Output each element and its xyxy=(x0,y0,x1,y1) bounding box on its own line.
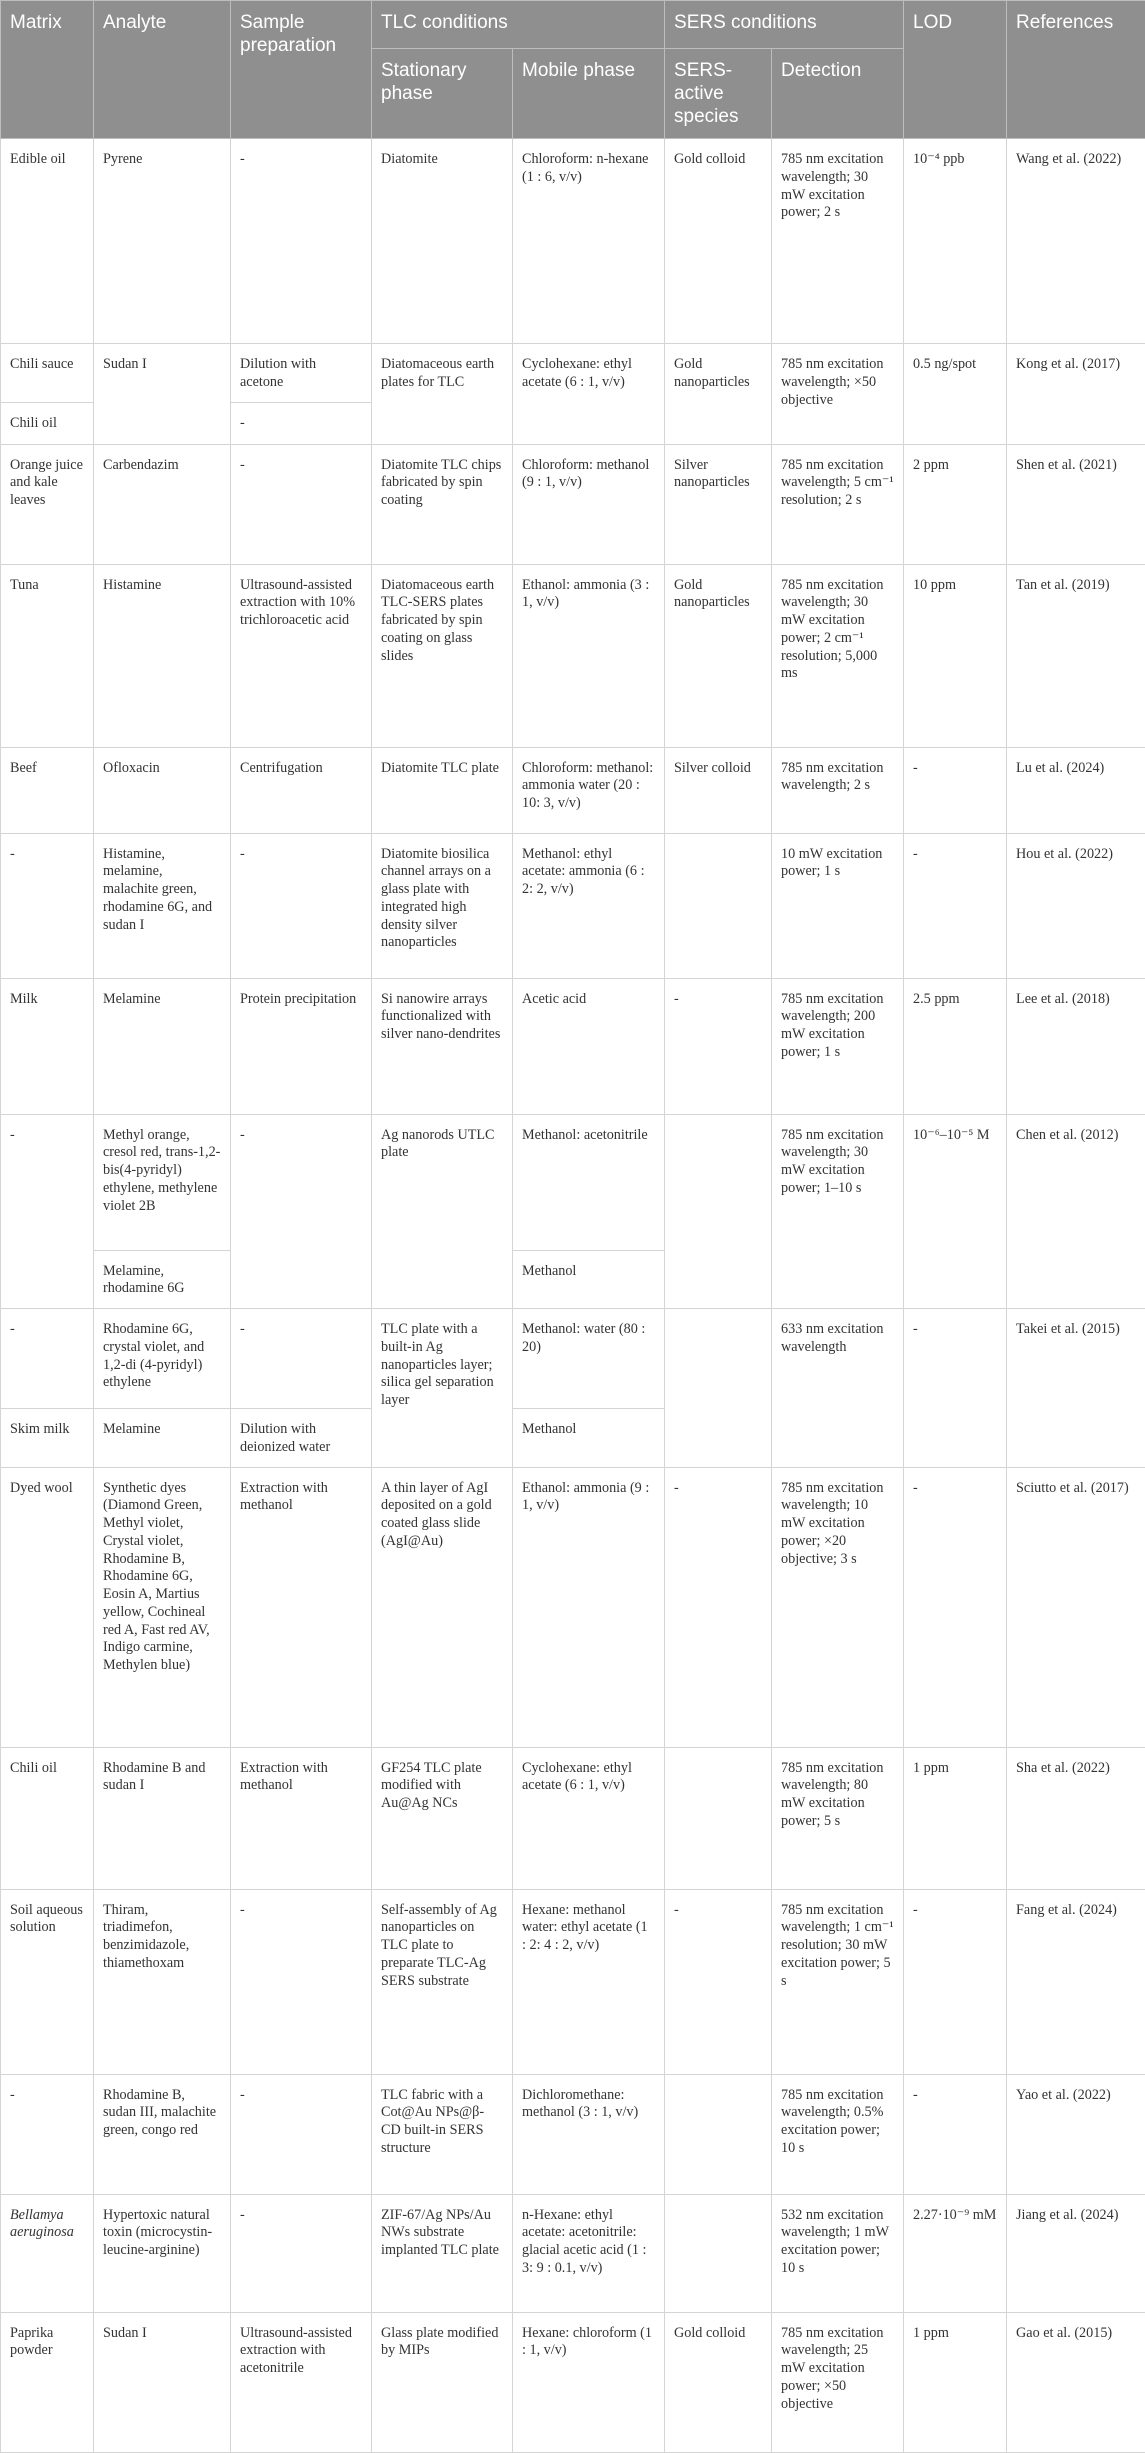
cell-ref: Lee et al. (2018) xyxy=(1007,978,1145,1114)
cell-species xyxy=(665,2194,772,2312)
cell-lod: - xyxy=(904,1467,1007,1747)
cell-prep: - xyxy=(231,2194,372,2312)
cell-mobile: Dichloromethane: methanol (3 : 1, v/v) xyxy=(513,2074,665,2194)
table-body xyxy=(1,139,1145,2453)
table-row xyxy=(1,833,1145,978)
header-sample-preparation: Sample preparation xyxy=(231,1,372,139)
cell-lod: 10⁻⁶–10⁻⁵ M xyxy=(904,1114,1007,1309)
cell-prep: Dilution with acetone xyxy=(231,344,372,403)
cell-analyte: Hypertoxic natural toxin (microcystin-leucine-arginine) xyxy=(94,2194,231,2312)
cell-mobile: Chloroform: methanol (9 : 1, v/v) xyxy=(513,444,665,564)
cell-matrix: Skim milk xyxy=(1,1409,94,1468)
cell-lod: 1 ppm xyxy=(904,2312,1007,2452)
cell-analyte: Melamine xyxy=(94,978,231,1114)
cell-species: Gold colloid xyxy=(665,2312,772,2452)
cell-analyte: Carbendazim xyxy=(94,444,231,564)
cell-ref: Gao et al. (2015) xyxy=(1007,2312,1145,2452)
cell-ref: Kong et al. (2017) xyxy=(1007,344,1145,445)
cell-stationary: A thin layer of AgI deposited on a gold coated glass slide (AgI@Au) xyxy=(372,1467,513,1747)
cell-stationary: Diatomite biosilica channel arrays on a glass plate with integrated high density silver nanoparticles xyxy=(372,833,513,978)
cell-stationary: Diatomite TLC chips fabricated by spin coating xyxy=(372,444,513,564)
cell-matrix: Tuna xyxy=(1,564,94,747)
table-row xyxy=(1,564,1145,747)
cell-prep: Ultrasound-assisted extraction with acetonitrile xyxy=(231,2312,372,2452)
cell-lod: 10 ppm xyxy=(904,564,1007,747)
cell-analyte: Methyl orange, cresol red, trans-1,2-bis(4-pyridyl) ethylene, methylene violet 2B xyxy=(94,1114,231,1250)
cell-lod: 0.5 ng/spot xyxy=(904,344,1007,445)
cell-analyte: Thiram, triadimefon, benzimidazole, thiamethoxam xyxy=(94,1889,231,2074)
cell-detection: 785 nm excitation wavelength; ×50 objective xyxy=(772,344,904,445)
cell-prep: Extraction with methanol xyxy=(231,1467,372,1747)
cell-mobile: Hexane: chloroform (1 : 1, v/v) xyxy=(513,2312,665,2452)
table-row xyxy=(1,2074,1145,2194)
table-row xyxy=(1,978,1145,1114)
cell-species: Gold colloid xyxy=(665,139,772,344)
cell-ref: Yao et al. (2022) xyxy=(1007,2074,1145,2194)
cell-matrix: Beef xyxy=(1,747,94,833)
table-row xyxy=(1,2194,1145,2312)
cell-matrix: Chili oil xyxy=(1,1747,94,1889)
cell-detection: 532 nm excitation wavelength; 1 mW excitation power; 10 s xyxy=(772,2194,904,2312)
cell-lod: 2 ppm xyxy=(904,444,1007,564)
cell-ref: Sha et al. (2022) xyxy=(1007,1747,1145,1889)
table-header xyxy=(1,1,1145,139)
cell-stationary: Si nanowire arrays functionalized with silver nano-dendrites xyxy=(372,978,513,1114)
cell-mobile: Methanol: ethyl acetate: ammonia (6 : 2: 2, v/v) xyxy=(513,833,665,978)
cell-ref: Wang et al. (2022) xyxy=(1007,139,1145,344)
cell-stationary: ZIF-67/Ag NPs/Au NWs substrate implanted TLC plate xyxy=(372,2194,513,2312)
cell-prep: - xyxy=(231,2074,372,2194)
table-row xyxy=(1,444,1145,564)
cell-detection: 785 nm excitation wavelength; 30 mW excitation power; 1–10 s xyxy=(772,1114,904,1309)
cell-stationary: Diatomaceous earth plates for TLC xyxy=(372,344,513,445)
header-sers-species: SERS-active species xyxy=(665,49,772,139)
cell-detection: 785 nm excitation wavelength; 30 mW excitation power; 2 s xyxy=(772,139,904,344)
cell-species xyxy=(665,1747,772,1889)
cell-ref: Sciutto et al. (2017) xyxy=(1007,1467,1145,1747)
cell-mobile: Cyclohexane: ethyl acetate (6 : 1, v/v) xyxy=(513,344,665,445)
cell-stationary: Self-assembly of Ag nanoparticles on TLC plate to preparate TLC-Ag SERS substrate xyxy=(372,1889,513,2074)
cell-matrix: - xyxy=(1,833,94,978)
header-mobile-phase: Mobile phase xyxy=(513,49,665,139)
cell-mobile: n-Hexane: ethyl acetate: acetonitrile: glacial acetic acid (1 : 3: 9 : 0.1, v/v) xyxy=(513,2194,665,2312)
cell-ref: Shen et al. (2021) xyxy=(1007,444,1145,564)
table-row xyxy=(1,1747,1145,1889)
cell-species: Gold nanoparticles xyxy=(665,564,772,747)
cell-prep: Protein precipitation xyxy=(231,978,372,1114)
cell-stationary: Diatomite TLC plate xyxy=(372,747,513,833)
cell-species: Gold nanoparticles xyxy=(665,344,772,445)
cell-species: - xyxy=(665,978,772,1114)
cell-prep: - xyxy=(231,139,372,344)
cell-analyte: Sudan I xyxy=(94,344,231,445)
cell-prep: Ultrasound-assisted extraction with 10% trichloroacetic acid xyxy=(231,564,372,747)
cell-stationary: TLC plate with a built-in Ag nanoparticles layer; silica gel separation layer xyxy=(372,1309,513,1468)
table-row xyxy=(1,139,1145,344)
cell-detection: 785 nm excitation wavelength; 25 mW excitation power; ×50 objective xyxy=(772,2312,904,2452)
cell-ref: Chen et al. (2012) xyxy=(1007,1114,1145,1309)
cell-detection: 785 nm excitation wavelength; 1 cm⁻¹ resolution; 30 mW excitation power; 5 s xyxy=(772,1889,904,2074)
cell-detection: 785 nm excitation wavelength; 5 cm⁻¹ resolution; 2 s xyxy=(772,444,904,564)
cell-analyte: Synthetic dyes (Diamond Green, Methyl violet, Crystal violet, Rhodamine B, Rhodamine 6G, Eosin A, Martius yellow, Cochineal red A, Fast red AV, Indigo carmine, Methylen blue) xyxy=(94,1467,231,1747)
cell-mobile: Cyclohexane: ethyl acetate (6 : 1, v/v) xyxy=(513,1747,665,1889)
table-row xyxy=(1,1467,1145,1747)
cell-prep: - xyxy=(231,1889,372,2074)
cell-lod: 10⁻⁴ ppb xyxy=(904,139,1007,344)
cell-stationary: Diatomite xyxy=(372,139,513,344)
header-tlc-conditions: TLC conditions xyxy=(372,1,665,49)
cell-mobile: Chloroform: n-hexane (1 : 6, v/v) xyxy=(513,139,665,344)
header-detection: Detection xyxy=(772,49,904,139)
header-lod: LOD xyxy=(904,1,1007,139)
table-row xyxy=(1,1309,1145,1409)
cell-detection: 10 mW excitation power; 1 s xyxy=(772,833,904,978)
cell-lod: - xyxy=(904,833,1007,978)
cell-detection: 785 nm excitation wavelength; 200 mW excitation power; 1 s xyxy=(772,978,904,1114)
cell-detection: 785 nm excitation wavelength; 0.5% excitation power; 10 s xyxy=(772,2074,904,2194)
cell-lod: 1 ppm xyxy=(904,1747,1007,1889)
cell-species xyxy=(665,2074,772,2194)
cell-stationary: TLC fabric with a Cot@Au NPs@β-CD built-in SERS structure xyxy=(372,2074,513,2194)
cell-ref: Jiang et al. (2024) xyxy=(1007,2194,1145,2312)
cell-species: Silver colloid xyxy=(665,747,772,833)
cell-prep: - xyxy=(231,1114,372,1309)
cell-mobile: Methanol: acetonitrile xyxy=(513,1114,665,1250)
cell-analyte: Sudan I xyxy=(94,2312,231,2452)
cell-lod: 2.27·10⁻⁹ mM xyxy=(904,2194,1007,2312)
cell-analyte: Histamine, melamine, malachite green, rhodamine 6G, and sudan I xyxy=(94,833,231,978)
cell-detection: 785 nm excitation wavelength; 10 mW excitation power; ×20 objective; 3 s xyxy=(772,1467,904,1747)
cell-matrix: Chili oil xyxy=(1,402,94,444)
cell-analyte: Pyrene xyxy=(94,139,231,344)
cell-matrix: - xyxy=(1,1309,94,1409)
cell-prep: - xyxy=(231,833,372,978)
cell-lod: - xyxy=(904,1889,1007,2074)
table-row xyxy=(1,747,1145,833)
cell-species xyxy=(665,1114,772,1309)
header-matrix: Matrix xyxy=(1,1,94,139)
cell-ref: Lu et al. (2024) xyxy=(1007,747,1145,833)
cell-matrix: - xyxy=(1,1114,94,1309)
cell-stationary: GF254 TLC plate modified with Au@Ag NCs xyxy=(372,1747,513,1889)
cell-mobile: Ethanol: ammonia (9 : 1, v/v) xyxy=(513,1467,665,1747)
cell-analyte: Rhodamine 6G, crystal violet, and 1,2-di (4-pyridyl) ethylene xyxy=(94,1309,231,1409)
cell-mobile: Hexane: methanol water: ethyl acetate (1 : 2: 4 : 2, v/v) xyxy=(513,1889,665,2074)
header-sers-conditions: SERS conditions xyxy=(665,1,904,49)
cell-analyte: Melamine, rhodamine 6G xyxy=(94,1250,231,1309)
cell-mobile: Methanol: water (80 : 20) xyxy=(513,1309,665,1409)
cell-species xyxy=(665,1309,772,1468)
cell-lod: - xyxy=(904,747,1007,833)
cell-mobile: Methanol xyxy=(513,1409,665,1468)
table-row xyxy=(1,1114,1145,1250)
table-row xyxy=(1,2312,1145,2452)
cell-detection: 785 nm excitation wavelength; 2 s xyxy=(772,747,904,833)
cell-mobile: Ethanol: ammonia (3 : 1, v/v) xyxy=(513,564,665,747)
cell-ref: Tan et al. (2019) xyxy=(1007,564,1145,747)
cell-detection: 785 nm excitation wavelength; 80 mW excitation power; 5 s xyxy=(772,1747,904,1889)
cell-matrix: Bellamya aeruginosa xyxy=(1,2194,94,2312)
cell-species: Silver nanoparticles xyxy=(665,444,772,564)
cell-stationary: Glass plate modified by MIPs xyxy=(372,2312,513,2452)
header-analyte: Analyte xyxy=(94,1,231,139)
cell-analyte: Histamine xyxy=(94,564,231,747)
cell-matrix: Edible oil xyxy=(1,139,94,344)
cell-detection: 633 nm excitation wavelength xyxy=(772,1309,904,1468)
cell-mobile: Chloroform: methanol: ammonia water (20 : 10: 3, v/v) xyxy=(513,747,665,833)
cell-ref: Hou et al. (2022) xyxy=(1007,833,1145,978)
cell-species: - xyxy=(665,1467,772,1747)
cell-mobile: Methanol xyxy=(513,1250,665,1309)
cell-prep: Extraction with methanol xyxy=(231,1747,372,1889)
cell-detection: 785 nm excitation wavelength; 30 mW excitation power; 2 cm⁻¹ resolution; 5,000 ms xyxy=(772,564,904,747)
cell-analyte: Rhodamine B and sudan I xyxy=(94,1747,231,1889)
cell-prep: Centrifugation xyxy=(231,747,372,833)
cell-ref: Takei et al. (2015) xyxy=(1007,1309,1145,1468)
table-row xyxy=(1,1889,1145,2074)
cell-lod: 2.5 ppm xyxy=(904,978,1007,1114)
cell-prep: - xyxy=(231,402,372,444)
cell-stationary: Diatomaceous earth TLC-SERS plates fabricated by spin coating on glass slides xyxy=(372,564,513,747)
cell-prep: Dilution with deionized water xyxy=(231,1409,372,1468)
cell-prep: - xyxy=(231,1309,372,1409)
header-stationary-phase: Stationary phase xyxy=(372,49,513,139)
cell-prep: - xyxy=(231,444,372,564)
cell-stationary: Ag nanorods UTLC plate xyxy=(372,1114,513,1309)
cell-analyte: Rhodamine B, sudan III, malachite green, congo red xyxy=(94,2074,231,2194)
cell-species xyxy=(665,833,772,978)
table-row xyxy=(1,344,1145,403)
header-references: References xyxy=(1007,1,1145,139)
cell-matrix: Chili sauce xyxy=(1,344,94,403)
cell-matrix: Dyed wool xyxy=(1,1467,94,1747)
cell-analyte: Ofloxacin xyxy=(94,747,231,833)
cell-matrix: Paprika powder xyxy=(1,2312,94,2452)
cell-matrix: Milk xyxy=(1,978,94,1114)
cell-matrix: Soil aqueous solution xyxy=(1,1889,94,2074)
cell-ref: Fang et al. (2024) xyxy=(1007,1889,1145,2074)
cell-lod: - xyxy=(904,1309,1007,1468)
cell-lod: - xyxy=(904,2074,1007,2194)
cell-species: - xyxy=(665,1889,772,2074)
cell-matrix: Orange juice and kale leaves xyxy=(1,444,94,564)
cell-analyte: Melamine xyxy=(94,1409,231,1468)
cell-mobile: Acetic acid xyxy=(513,978,665,1114)
cell-matrix: - xyxy=(1,2074,94,2194)
